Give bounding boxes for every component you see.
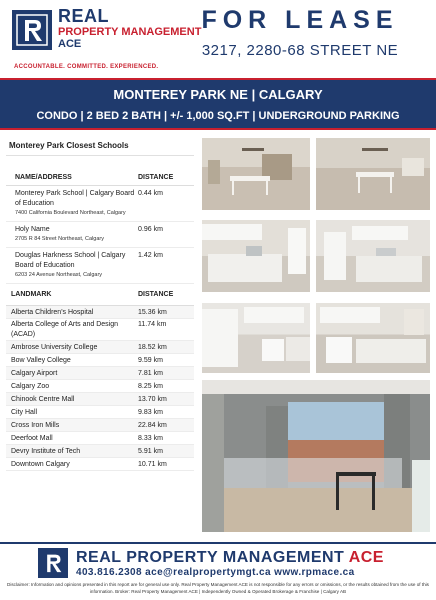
school-distance: 1.42 km	[138, 252, 163, 259]
footer-company: REAL PROPERTY MANAGEMENT	[76, 549, 345, 566]
logo-line2: PROPERTY MANAGEMENT	[58, 26, 202, 38]
school-address: 2705 R 84 Street Northeast, Calgary	[15, 236, 104, 242]
landmark-distance: 7.81 km	[138, 370, 163, 377]
school-distance: 0.44 km	[138, 190, 163, 197]
school-name: Holy Name	[15, 226, 50, 233]
table-row	[6, 380, 194, 393]
photo-dining-area	[316, 138, 430, 210]
school-address: 7400 California Boulevard Northeast, Calgary	[15, 210, 126, 216]
table-row	[6, 406, 194, 419]
table-row	[6, 319, 194, 341]
landmark-distance: 15.36 km	[138, 309, 167, 316]
photo-kitchen-stove	[202, 303, 310, 373]
schools-title: Monterey Park Closest Schools	[6, 138, 194, 156]
landmark-name: Alberta College of Arts and Design (ACAD)	[11, 321, 119, 338]
page-title: FOR LEASE	[201, 6, 399, 34]
landmark-distance: 22.84 km	[138, 422, 167, 429]
table-row	[6, 248, 194, 284]
schools-col-distance: DISTANCE	[138, 174, 174, 181]
landmark-distance: 10.71 km	[138, 461, 167, 468]
landmarks-col-distance: DISTANCE	[138, 291, 174, 298]
landmark-distance: 9.59 km	[138, 357, 163, 364]
table-row	[6, 367, 194, 380]
table-row	[6, 354, 194, 367]
table-row	[6, 186, 194, 222]
school-distance: 0.96 km	[138, 226, 163, 233]
table-row	[6, 432, 194, 445]
landmark-name: Ambrose University College	[11, 344, 98, 351]
landmark-name: Cross Iron Mills	[11, 422, 60, 429]
landmark-name: Deerfoot Mall	[11, 435, 53, 442]
schools-col-name: NAME/ADDRESS	[15, 174, 72, 181]
table-row	[6, 445, 194, 458]
logo-line1: REAL	[58, 6, 109, 26]
neighbourhood-panel	[6, 138, 194, 538]
school-name: Monterey Park School | Calgary Board of Education	[15, 190, 135, 207]
school-address: 6203 24 Avenue Northeast, Calgary	[15, 272, 103, 278]
landmark-distance: 13.70 km	[138, 396, 167, 403]
landmark-name: Bow Valley College	[11, 357, 71, 364]
landmark-distance: 8.33 km	[138, 435, 163, 442]
footer	[0, 542, 436, 600]
landmark-name: City Hall	[11, 409, 38, 416]
landmark-distance: 8.25 km	[138, 383, 163, 390]
photo-kitchen-range	[316, 303, 430, 373]
property-address: 3217, 2280-68 STREET NE	[201, 42, 399, 59]
landmarks-col-name: LANDMARK	[11, 291, 52, 298]
landmark-distance: 5.91 km	[138, 448, 163, 455]
photo-kitchen-counter	[202, 220, 310, 292]
table-row	[6, 419, 194, 432]
schools-table-header	[6, 170, 194, 186]
footer-company-ace: ACE	[348, 549, 384, 566]
listing-banner	[0, 78, 436, 130]
landmark-name: Alberta Children's Hospital	[11, 309, 94, 316]
logo-tagline: ACCOUNTABLE. COMMITTED. EXPERIENCED.	[14, 64, 159, 70]
photo-living-dining	[202, 138, 310, 210]
rpm-r-logo-icon	[38, 548, 68, 578]
school-name: Douglas Harkness School | Calgary Board of Education	[15, 252, 126, 269]
landmarks-table-header	[6, 284, 194, 306]
footer-contact: 403.816.2308 ace@realpropertymgt.ca www.rpmace.ca	[76, 567, 355, 578]
landmark-name: Calgary Airport	[11, 370, 58, 377]
landmark-name: Calgary Zoo	[11, 383, 50, 390]
landmark-name: Chinook Centre Mall	[11, 396, 75, 403]
photo-balcony	[202, 380, 430, 532]
table-row	[6, 306, 194, 319]
table-row	[6, 393, 194, 406]
landmark-name: Devry Institute of Tech	[11, 448, 81, 455]
footer-disclaimer: Disclaimer: Information and opinions presented in this report are for general use only. Real Property Management ACE is not responsible for any errors or omissions, or the results obtained from the use of this information. Broker: Real Property Management ACE | Independently Owned & Operated Brokerage & Franchise | Calgary AB	[7, 582, 429, 594]
rpm-r-logo-icon	[12, 10, 52, 50]
footer-company-name	[76, 549, 384, 567]
landmark-distance: 11.74 km	[138, 321, 167, 328]
landmark-distance: 9.83 km	[138, 409, 163, 416]
table-row	[6, 458, 194, 471]
table-row	[6, 341, 194, 354]
landmark-name: Downtown Calgary	[11, 461, 70, 468]
logo-line3: ACE	[58, 38, 82, 50]
table-row	[6, 222, 194, 248]
header	[0, 0, 436, 78]
landmarks-table	[6, 306, 194, 471]
banner-subtitle: CONDO | 2 BED 2 BATH | +/- 1,000 SQ.FT | UNDERGROUND PARKING	[36, 110, 400, 122]
landmark-distance: 18.52 km	[138, 344, 167, 351]
schools-table	[6, 186, 194, 284]
banner-title: MONTEREY PARK NE | CALGARY	[113, 87, 323, 102]
photo-kitchen-fridge	[316, 220, 430, 292]
